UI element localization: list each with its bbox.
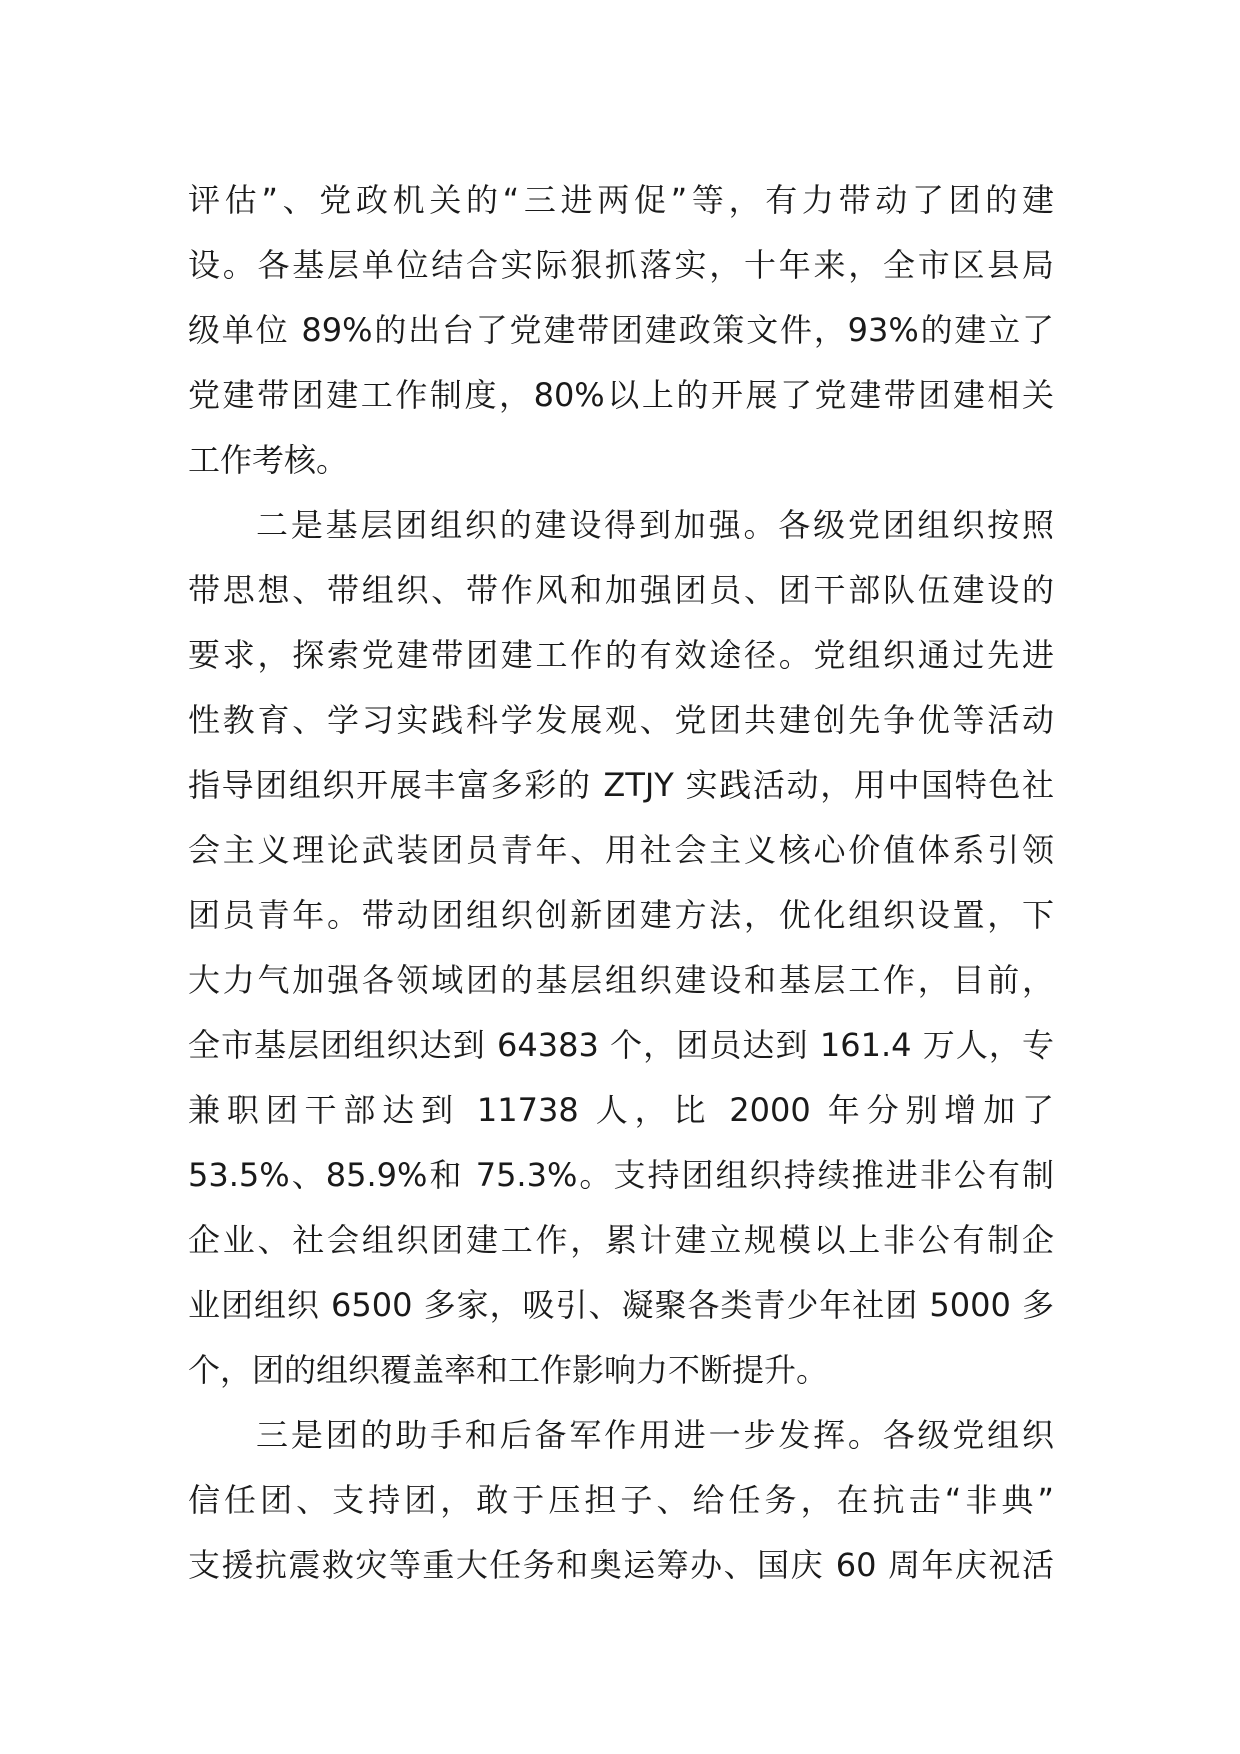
text-line: 三是团的助手和后备军作用进一步发挥。各级党组织 <box>256 1416 1054 1454</box>
text-line: 大力气加强各领域团的基层组织建设和基层工作，目前， <box>188 961 1054 999</box>
text-line: 企业、社会组织团建工作，累计建立规模以上非公有制企 <box>188 1221 1054 1259</box>
text-line: 全市基层团组织达到 64383 个，团员达到 161.4 万人，专 <box>188 1026 1054 1064</box>
text-line: 支援抗震救灾等重大任务和奥运筹办、国庆 60 周年庆祝活 <box>188 1546 1054 1584</box>
text-line: 要求，探索党建带团建工作的有效途径。党组织通过先进 <box>188 636 1054 674</box>
text-line: 团员青年。带动团组织创新团建方法，优化组织设置，下 <box>188 896 1054 934</box>
text-line: 性教育、学习实践科学发展观、党团共建创先争优等活动 <box>188 701 1054 739</box>
text-line: 指导团组织开展丰富多彩的 ZTJY 实践活动，用中国特色社 <box>188 766 1054 804</box>
text-line: 业团组织 6500 多家，吸引、凝聚各类青少年社团 5000 多 <box>188 1286 1054 1324</box>
text-line: 评估”、党政机关的“三进两促”等，有力带动了团的建 <box>188 181 1054 219</box>
text-line: 会主义理论武装团员青年、用社会主义核心价值体系引领 <box>188 831 1054 869</box>
document-body <box>188 168 1054 1598</box>
text-line: 工作考核。 <box>188 441 349 479</box>
text-line: 二是基层团组织的建设得到加强。各级党团组织按照 <box>256 506 1054 544</box>
text-line: 信任团、支持团，敢于压担子、给任务，在抗击“非典” <box>188 1481 1054 1519</box>
text-line: 兼职团干部达到 11738 人，比 2000 年分别增加了 <box>188 1091 1054 1129</box>
text-line: 53.5%、85.9%和 75.3%。支持团组织持续推进非公有制 <box>188 1156 1054 1194</box>
text-line: 带思想、带组织、带作风和加强团员、团干部队伍建设的 <box>188 571 1054 609</box>
text-line: 个，团的组织覆盖率和工作影响力不断提升。 <box>188 1351 829 1389</box>
text-line: 级单位 89%的出台了党建带团建政策文件，93%的建立了 <box>188 311 1054 349</box>
text-line: 设。各基层单位结合实际狠抓落实，十年来，全市区县局 <box>188 246 1054 284</box>
text-line: 党建带团建工作制度，80%以上的开展了党建带团建相关 <box>188 376 1054 414</box>
